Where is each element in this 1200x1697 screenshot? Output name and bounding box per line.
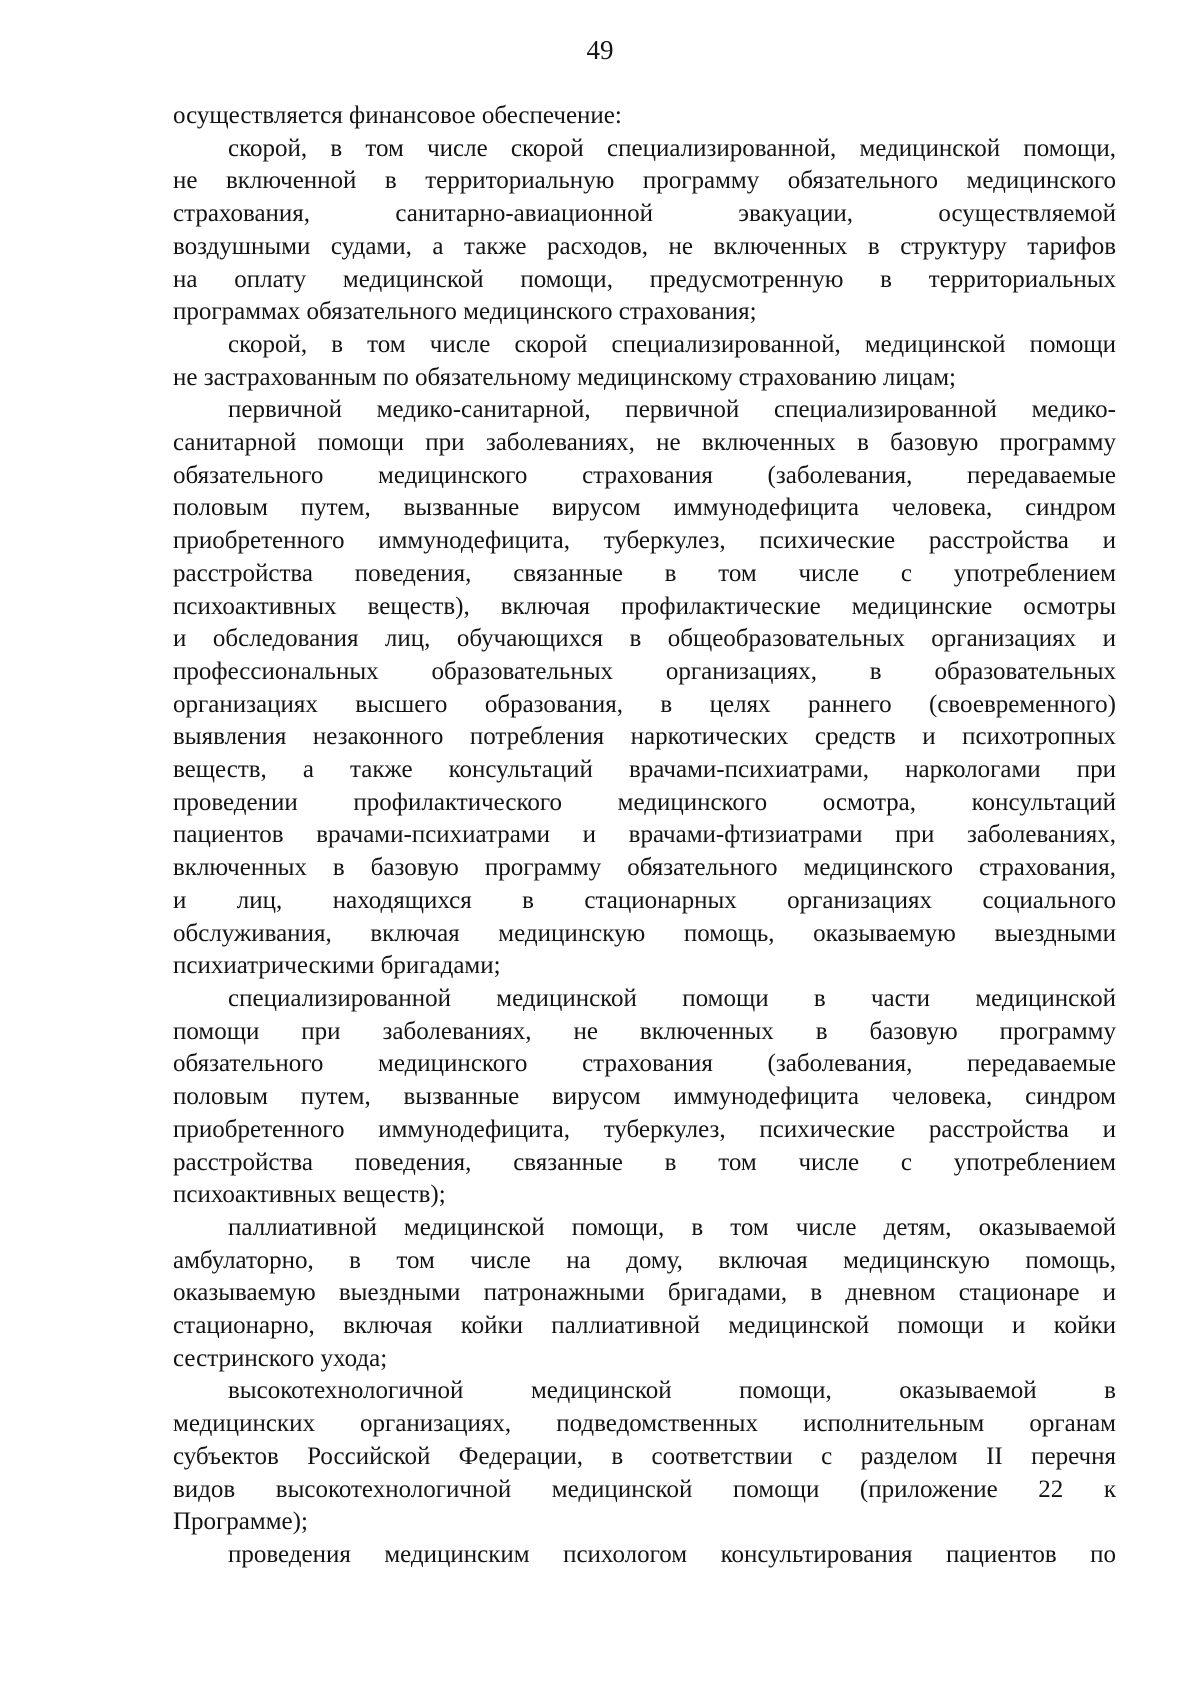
paragraph <box>173 1212 1116 1376</box>
text-line: половым путем, вызванные вирусом иммунодефицита человека, синдром <box>173 1083 1116 1111</box>
text-line: медицинских организациях, подведомственных исполнительным органам <box>173 1410 1116 1438</box>
text-line: психоактивных веществ), включая профилактические медицинские осмотры <box>173 592 1116 620</box>
paragraph <box>173 329 1116 394</box>
text-line: и обследования лиц, обучающихся в общеобразовательных организациях и <box>173 625 1116 653</box>
text-line: санитарной помощи при заболеваниях, не включенных в базовую программу <box>173 429 1116 457</box>
text-line: программах обязательного медицинского страхования; <box>173 298 757 326</box>
body-text <box>173 100 1116 1572</box>
text-line: стационарно, включая койки паллиативной медицинской помощи и койки <box>173 1312 1116 1340</box>
text-line: не включенной в территориальную программу обязательного медицинского <box>173 167 1116 195</box>
text-line: выявления незаконного потребления наркотических средств и психотропных <box>173 723 1116 751</box>
text-line: Программе); <box>173 1508 308 1536</box>
text-line: проведении профилактического медицинского осмотра, консультаций <box>173 788 1116 816</box>
text-line: на оплату медицинской помощи, предусмотренную в территориальных <box>173 265 1116 293</box>
paragraph <box>173 133 1116 329</box>
text-line: обязательного медицинского страхования (заболевания, передаваемые <box>173 461 1116 489</box>
text-line: оказываемую выездными патронажными бригадами, в дневном стационаре и <box>173 1279 1116 1307</box>
text-line: первичной медико-санитарной, первичной специализированной медико- <box>228 396 1116 424</box>
text-line: специализированной медицинской помощи в части медицинской <box>228 984 1116 1012</box>
text-line: видов высокотехнологичной медицинской помощи (приложение 22 к <box>173 1475 1116 1503</box>
text-line: скорой, в том числе скорой специализированной, медицинской помощи <box>228 330 1116 358</box>
text-line: не застрахованным по обязательному медицинскому страхованию лицам; <box>173 363 956 391</box>
text-line: воздушными судами, а также расходов, не включенных в структуру тарифов <box>173 232 1116 260</box>
text-line: расстройства поведения, связанные в том числе с употреблением <box>173 1148 1116 1176</box>
paragraph <box>173 394 1116 983</box>
text-line: организациях высшего образования, в целях раннего (своевременного) <box>173 690 1116 718</box>
text-line: субъектов Российской Федерации, в соответствии с разделом II перечня <box>173 1442 1116 1470</box>
text-line: профессиональных образовательных организациях, в образовательных <box>173 657 1116 685</box>
paragraph <box>173 100 1116 133</box>
text-line: психоактивных веществ); <box>173 1181 446 1209</box>
text-line: проведения медицинским психологом консультирования пациентов по <box>228 1540 1116 1568</box>
text-line: помощи при заболеваниях, не включенных в базовую программу <box>173 1017 1116 1045</box>
text-line: высокотехнологичной медицинской помощи, оказываемой в <box>228 1377 1116 1405</box>
text-line: страхования, санитарно-авиационной эвакуации, осуществляемой <box>173 200 1116 228</box>
text-line: обязательного медицинского страхования (заболевания, передаваемые <box>173 1050 1116 1078</box>
text-line: психиатрическими бригадами; <box>173 952 501 980</box>
text-line: расстройства поведения, связанные в том числе с употреблением <box>173 559 1116 587</box>
text-line: половым путем, вызванные вирусом иммунодефицита человека, синдром <box>173 494 1116 522</box>
text-line: сестринского ухода; <box>173 1344 388 1372</box>
text-line: осуществляется финансовое обеспечение: <box>173 102 622 129</box>
text-line: скорой, в том числе скорой специализированной, медицинской помощи, <box>228 134 1116 162</box>
text-line: и лиц, находящихся в стационарных организациях социального <box>173 886 1116 914</box>
text-line: пациентов врачами-психиатрами и врачами-фтизиатрами при заболеваниях, <box>173 821 1116 849</box>
text-line: приобретенного иммунодефицита, туберкулез, психические расстройства и <box>173 527 1116 555</box>
text-line: обслуживания, включая медицинскую помощь, оказываемую выездными <box>173 919 1116 947</box>
page-number: 49 <box>586 35 614 65</box>
text-line: амбулаторно, в том числе на дому, включая медицинскую помощь, <box>173 1246 1116 1274</box>
text-line: приобретенного иммунодефицита, туберкулез, психические расстройства и <box>173 1115 1116 1143</box>
text-line: паллиативной медицинской помощи, в том числе детям, оказываемой <box>228 1213 1116 1241</box>
paragraph <box>173 983 1116 1212</box>
paragraph <box>173 1375 1116 1539</box>
text-line: веществ, а также консультаций врачами-психиатрами, наркологами при <box>173 756 1116 784</box>
paragraph <box>173 1539 1116 1572</box>
text-line: включенных в базовую программу обязательного медицинского страхования, <box>173 854 1116 882</box>
